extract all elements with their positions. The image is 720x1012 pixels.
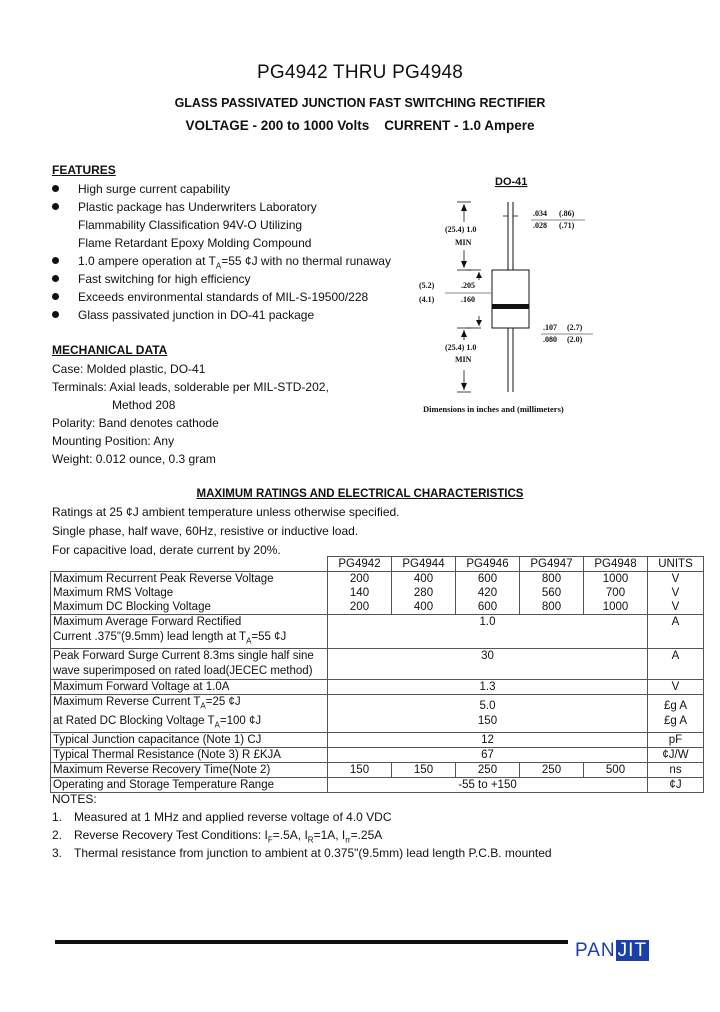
ratings-heading: MAXIMUM RATINGS AND ELECTRICAL CHARACTERISTICS bbox=[196, 488, 524, 500]
svg-text:(25.4) 1.0: (25.4) 1.0 bbox=[445, 343, 477, 352]
feature-item: 1.0 ampere operation at $T_A=55$ ¢J with no thermal runaway bbox=[78, 254, 391, 271]
condition-line: Single phase, half wave, 60Hz, resistive or inductive load. bbox=[52, 524, 359, 538]
svg-text:.107: .107 bbox=[543, 323, 557, 332]
features-list bbox=[78, 180, 391, 324]
table-row: Operating and Storage Temperature Range -55 to +150 ¢J bbox=[51, 777, 704, 792]
svg-text:.160: .160 bbox=[461, 295, 475, 304]
voltage-current-line: VOLTAGE - 200 to 1000 Volts CURRENT - 1.0 Ampere bbox=[185, 118, 535, 133]
table-row: Maximum RMS Voltage 140 280 420 560 700 V bbox=[51, 586, 704, 600]
note-item: 2. Reverse Recovery Test Conditions: $I_F=.5A$, $I_R=1A$, $I_{rr}=.25A$ bbox=[52, 828, 383, 845]
svg-text:.034: .034 bbox=[533, 209, 547, 218]
svg-text:(4.1): (4.1) bbox=[419, 295, 435, 304]
package-caption: Dimensions in inches and (millimeters) bbox=[423, 404, 564, 414]
table-row: Maximum DC Blocking Voltage 200 400 600 800 1000 V bbox=[51, 600, 704, 615]
table-row: Maximum Reverse Current $T_A=25$ ¢J at Rated DC Blocking Voltage $T_A=100$ ¢J 5.0 150 £g A £g A bbox=[51, 695, 704, 733]
table-row: Typical Thermal Resistance (Note 3) R £KJA 67 ¢J/W bbox=[51, 747, 704, 762]
table-row: Typical Junction capacitance (Note 1) CJ 12 pF bbox=[51, 732, 704, 747]
feature-item: Exceeds environmental standards of MIL-S-19500/228 bbox=[78, 290, 369, 304]
table-row: Maximum Forward Voltage at 1.0A 1.3 V bbox=[51, 680, 704, 695]
do41-package-drawing bbox=[415, 170, 615, 425]
document-title: PG4942 THRU PG4948 bbox=[256, 62, 464, 83]
bullet-icon bbox=[52, 293, 59, 300]
feature-item: Plastic package has Underwriters Laboratory bbox=[78, 200, 317, 214]
characteristics-table bbox=[50, 556, 704, 793]
table-header-row bbox=[51, 557, 704, 572]
bullet-icon bbox=[52, 257, 59, 264]
column-header: PG4947 bbox=[520, 557, 584, 572]
mechanical-line: Terminals: Axial leads, solderable per MIL-STD-202, bbox=[52, 380, 329, 394]
svg-text:.205: .205 bbox=[461, 281, 475, 290]
cathode-band bbox=[492, 304, 529, 309]
svg-text:(5.2): (5.2) bbox=[419, 281, 435, 290]
svg-text:.028: .028 bbox=[533, 221, 547, 230]
bullet-icon bbox=[52, 275, 59, 282]
feature-item: Glass passivated junction in DO-41 package bbox=[78, 308, 315, 322]
column-header: UNITS bbox=[648, 557, 704, 572]
svg-text:MIN: MIN bbox=[455, 238, 472, 247]
table-row: Maximum Reverse Recovery Time(Note 2) 150 150 250 250 500 ns bbox=[51, 762, 704, 777]
mechanical-line: Mounting Position: Any bbox=[52, 434, 175, 448]
features-heading: FEATURES bbox=[52, 163, 116, 177]
feature-item: Flame Retardant Epoxy Molding Compound bbox=[78, 236, 312, 250]
diode-body bbox=[492, 270, 529, 328]
note-item: 3. Thermal resistance from junction to ambient at 0.375"(9.5mm) lead length P.C.B. mounted bbox=[52, 846, 552, 860]
feature-item: High surge current capability bbox=[78, 182, 231, 196]
mechanical-line: Polarity: Band denotes cathode bbox=[52, 416, 219, 430]
feature-item: Flammability Classification 94V-O Utilizing bbox=[78, 218, 303, 232]
footer-rule bbox=[55, 940, 568, 944]
column-header: PG4948 bbox=[584, 557, 648, 572]
ratings-conditions bbox=[52, 503, 400, 560]
condition-line: Ratings at 25 ¢J ambient temperature unless otherwise specified. bbox=[52, 505, 400, 519]
svg-text:(2.0): (2.0) bbox=[567, 335, 583, 344]
mechanical-list bbox=[52, 360, 329, 468]
svg-text:(25.4) 1.0: (25.4) 1.0 bbox=[445, 225, 477, 234]
bullet-icon bbox=[52, 185, 59, 192]
svg-text:MIN: MIN bbox=[455, 355, 472, 364]
table-row: Maximum Average Forward Rectified Current .375"(9.5mm) lead length at $T_A=55$ ¢J 1.0 A bbox=[51, 615, 704, 649]
mechanical-line: Case: Molded plastic, DO-41 bbox=[52, 362, 206, 376]
column-header: PG4944 bbox=[392, 557, 456, 572]
column-header: PG4946 bbox=[456, 557, 520, 572]
bullet-icon bbox=[52, 311, 59, 318]
panjit-logo: PAN JIT bbox=[575, 940, 648, 961]
note-item: 1. Measured at 1 MHz and applied reverse voltage of 4.0 VDC bbox=[52, 810, 392, 824]
table-row: Maximum Recurrent Peak Reverse Voltage 200 400 600 800 1000 V bbox=[51, 572, 704, 587]
mechanical-line: Method 208 bbox=[112, 398, 176, 412]
notes-heading: NOTES: bbox=[52, 792, 97, 806]
mechanical-heading: MECHANICAL DATA bbox=[52, 343, 168, 357]
package-name: DO-41 bbox=[495, 176, 528, 188]
mechanical-line: Weight: 0.012 ounce, 0.3 gram bbox=[52, 452, 216, 466]
svg-text:.080: .080 bbox=[543, 335, 557, 344]
document-subtitle: GLASS PASSIVATED JUNCTION FAST SWITCHING RECTIFIER bbox=[174, 96, 546, 110]
bullet-icon bbox=[52, 203, 59, 210]
notes-section bbox=[52, 790, 552, 862]
feature-item: Fast switching for high efficiency bbox=[78, 272, 251, 286]
svg-text:(.71): (.71) bbox=[559, 221, 575, 230]
condition-line: For capacitive load, derate current by 20%. bbox=[52, 543, 281, 557]
table-row: Peak Forward Surge Current 8.3ms single half sine wave superimposed on rated load(JECEC method) 30 A bbox=[51, 649, 704, 680]
svg-text:(.86): (.86) bbox=[559, 209, 575, 218]
column-header: PG4942 bbox=[328, 557, 392, 572]
svg-text:(2.7): (2.7) bbox=[567, 323, 583, 332]
